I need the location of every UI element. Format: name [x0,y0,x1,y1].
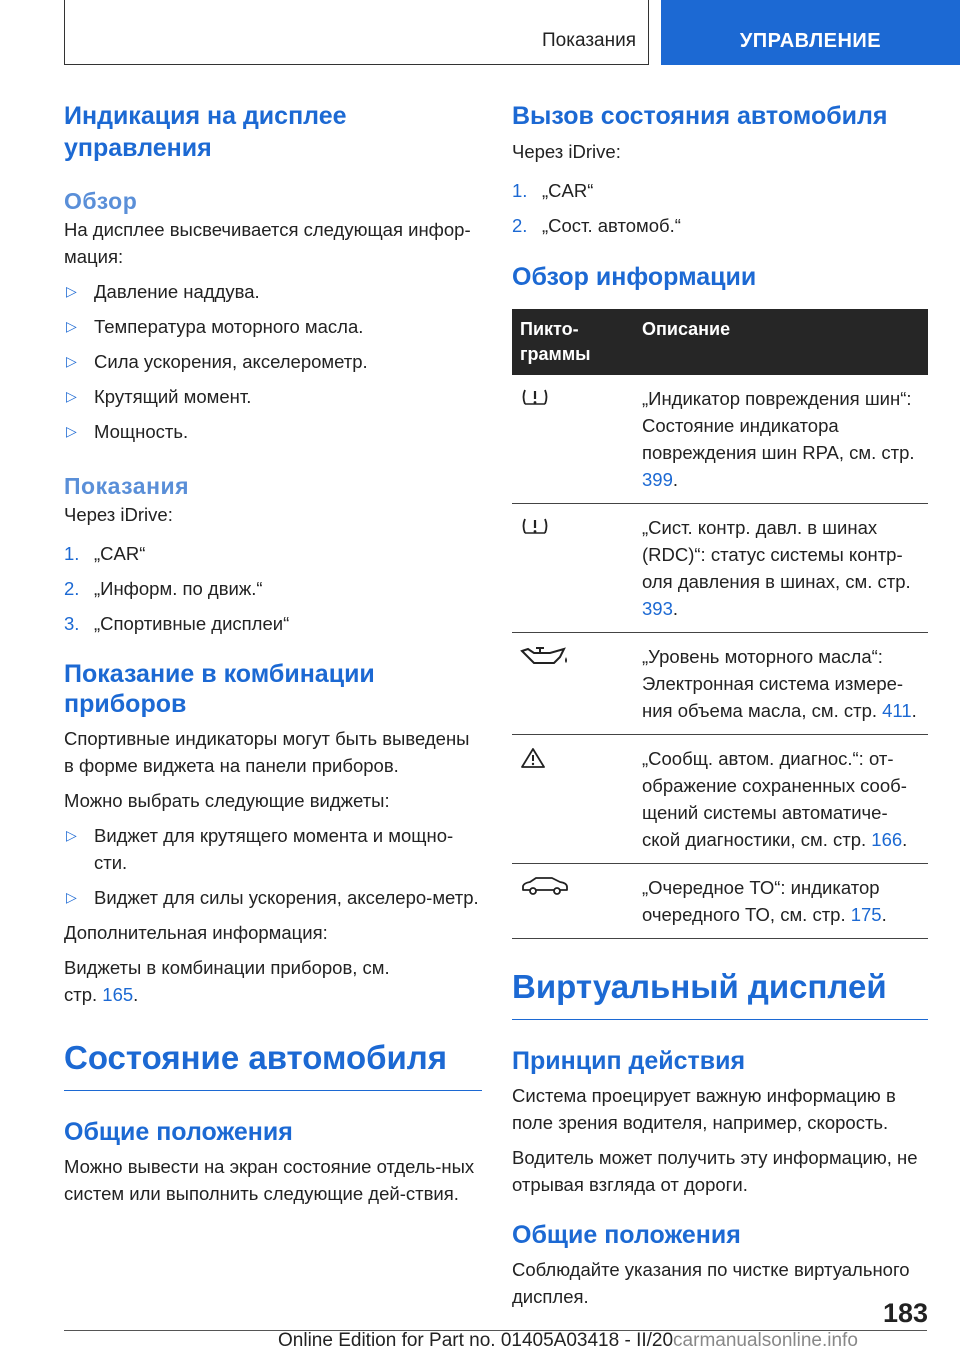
table-cell-icon [512,864,634,939]
readings-step-text: „Спортивные дисплеи“ [94,613,290,634]
readings-steps [64,540,482,637]
widget-item-text: Виджет для крутящего момента и мощно-сти. [94,825,454,873]
overview-list [64,278,482,445]
widgets-list [64,822,482,911]
table-cell-description: „Сообщ. автом. диагнос.“: от-ображение сохраненных сооб-щений системы автоматиче-ской диагностики, см. стр. 166. [634,735,928,864]
more-info-label: Дополнительная информация: [64,922,328,943]
call-step [512,212,928,239]
overview-item-text: Крутящий момент. [94,386,252,407]
footer-watermark[interactable]: carmanualsonline.info [673,1330,858,1351]
page-link[interactable]: 175 [850,904,882,925]
table-cell-icon [512,375,634,504]
triangle-bullet-icon: ▷ [66,388,77,404]
widgets-intro: Можно выбрать следующие виджеты: [64,790,390,811]
description-text: „Очередное ТО“: индикатор очередного ТО, см. стр. [642,877,880,925]
overview-item [64,383,482,410]
overview-item [64,313,482,340]
description-text: „Индикатор повреждения шин“: Состояние индикатора повреждения шин RPA, см. стр. [642,388,915,463]
step-number: 1. [64,543,80,564]
triangle-bullet-icon: ▷ [66,889,77,905]
call-intro: Через iDrive: [512,141,621,162]
call-steps [512,177,928,239]
table-cell-description: „Сист. контр. давл. в шинах (RDC)“: статус системы контр-оля давления в шинах, см. стр. 393. [634,504,928,633]
page-link[interactable]: 393 [642,598,673,619]
tire-pressure-icon [520,516,626,536]
virtual-display-heading: Виртуальный дисплей [512,967,928,1020]
overview-heading: Обзор [64,188,138,214]
page-number: 183 [882,1298,928,1328]
see-text: Виджеты в комбинации приборов, см. стр. [64,957,390,1005]
vehicle-status-heading: Состояние автомобиля [64,1038,482,1091]
table-header-row [512,309,928,375]
triangle-bullet-icon: ▷ [66,423,77,439]
page-link[interactable]: 399 [642,469,673,490]
table-row [512,633,928,735]
overview-item [64,418,482,445]
header-box [64,0,649,65]
readings-step [64,575,482,602]
principle-text-1: Система проецирует важную информацию в поле зрения водителя, например, скорость. [512,1085,896,1133]
step-number: 1. [512,180,528,201]
cluster-heading: Показание в комбинации приборов [64,660,375,718]
table-cell-icon [512,633,634,735]
page-link[interactable]: 411 [882,700,912,721]
triangle-bullet-icon: ▷ [66,283,77,299]
widget-item-text: Виджет для силы ускорения, акселеро-метр. [94,887,479,908]
table-header-pictograms-label: Пикто-граммы [520,319,591,364]
table-row [512,735,928,864]
readings-intro: Через iDrive: [64,504,173,525]
table-cell-icon [512,735,634,864]
table-row [512,504,928,633]
step-number: 3. [64,613,80,634]
table-cell-icon [512,504,634,633]
triangle-bullet-icon: ▷ [66,318,77,334]
overview-item-text: Температура моторного масла. [94,316,364,337]
general-heading-left: Общие положения [64,1118,293,1146]
table-cell-description: „Уровень моторного масла“: Электронная система измере-ния объема масла, см. стр. 411. [634,633,928,735]
info-overview-heading: Обзор информации [512,263,757,291]
readings-step-text: „Информ. по движ.“ [94,578,263,599]
principle-heading: Принцип действия [512,1047,746,1075]
car-service-icon [520,876,626,896]
readings-step-text: „CAR“ [94,543,146,564]
oil-can-icon [520,645,626,667]
page-link-165[interactable]: 165 [102,984,134,1005]
widget-item [64,822,482,876]
header-chapter-tab[interactable] [661,0,960,65]
right-column [512,100,928,1310]
description-text: „Сообщ. автом. диагнос.“: от-ображение сохраненных сооб-щений системы автоматиче-ской диагностики, см. стр. [642,748,907,850]
overview-text: На дисплее высвечивается следующая инфор-мация: [64,219,471,267]
general-text-right: Соблюдайте указания по чистке виртуального дисплея. [512,1259,910,1307]
principle-text-2: Водитель может получить эту информацию, не отрывая взгляда от дороги. [512,1147,918,1195]
triangle-bullet-icon: ▷ [66,827,77,843]
footer-edition-line [278,1330,858,1352]
readings-step [64,610,482,637]
table-cell-description: „Индикатор повреждения шин“: Состояние индикатора повреждения шин RPA, см. стр. 399. [634,375,928,504]
description-text: „Сист. контр. давл. в шинах (RDC)“: статус системы контр-оля давления в шинах, см. стр. [642,517,911,592]
header-chapter-label: УПРАВЛЕНИЕ [739,30,882,52]
left-column [64,100,482,1207]
overview-item-text: Давление наддува. [94,281,260,302]
call-status-heading: Вызов состояния автомобиля [512,102,888,130]
tire-damage-icon [520,387,626,407]
overview-item-text: Мощность. [94,421,189,442]
table-header-description [634,309,928,375]
see-reference: Виджеты в комбинации приборов, см. стр. 165. [64,957,390,1005]
description-text: „Уровень моторного масла“: Электронная система измере-ния объема масла, см. стр. [642,646,904,721]
table-header-description-label: Описание [642,319,731,339]
cluster-text: Спортивные индикаторы могут быть выведены в форме виджета на панели приборов. [64,728,470,776]
call-step-text: „Сост. автомоб.“ [542,215,681,236]
footer-edition: Online Edition for Part no. 01405A03418 - II/20 [278,1330,674,1351]
header-section: Показания [542,30,636,51]
step-number: 2. [512,215,528,236]
triangle-bullet-icon: ▷ [66,353,77,369]
table-header-pictograms [512,309,634,375]
display-title: Индикация на дисплее управления [64,102,347,162]
overview-item [64,278,482,305]
table-row [512,375,928,504]
general-text-left: Можно вывести на экран состояние отдель-ных систем или выполнить следующие дей-ствия. [64,1156,475,1204]
page-link[interactable]: 166 [871,829,903,850]
call-step [512,177,928,204]
step-number: 2. [64,578,80,599]
warning-triangle-icon [520,747,626,769]
overview-item [64,348,482,375]
readings-heading: Показания [64,473,190,499]
readings-step [64,540,482,567]
widget-item [64,884,482,911]
info-table [512,309,928,939]
overview-item-text: Сила ускорения, акселерометр. [94,351,368,372]
call-step-text: „CAR“ [542,180,594,201]
general-heading-right: Общие положения [512,1221,741,1249]
table-row [512,864,928,939]
table-cell-description: „Очередное ТО“: индикатор очередного ТО, см. стр. 175. [634,864,928,939]
